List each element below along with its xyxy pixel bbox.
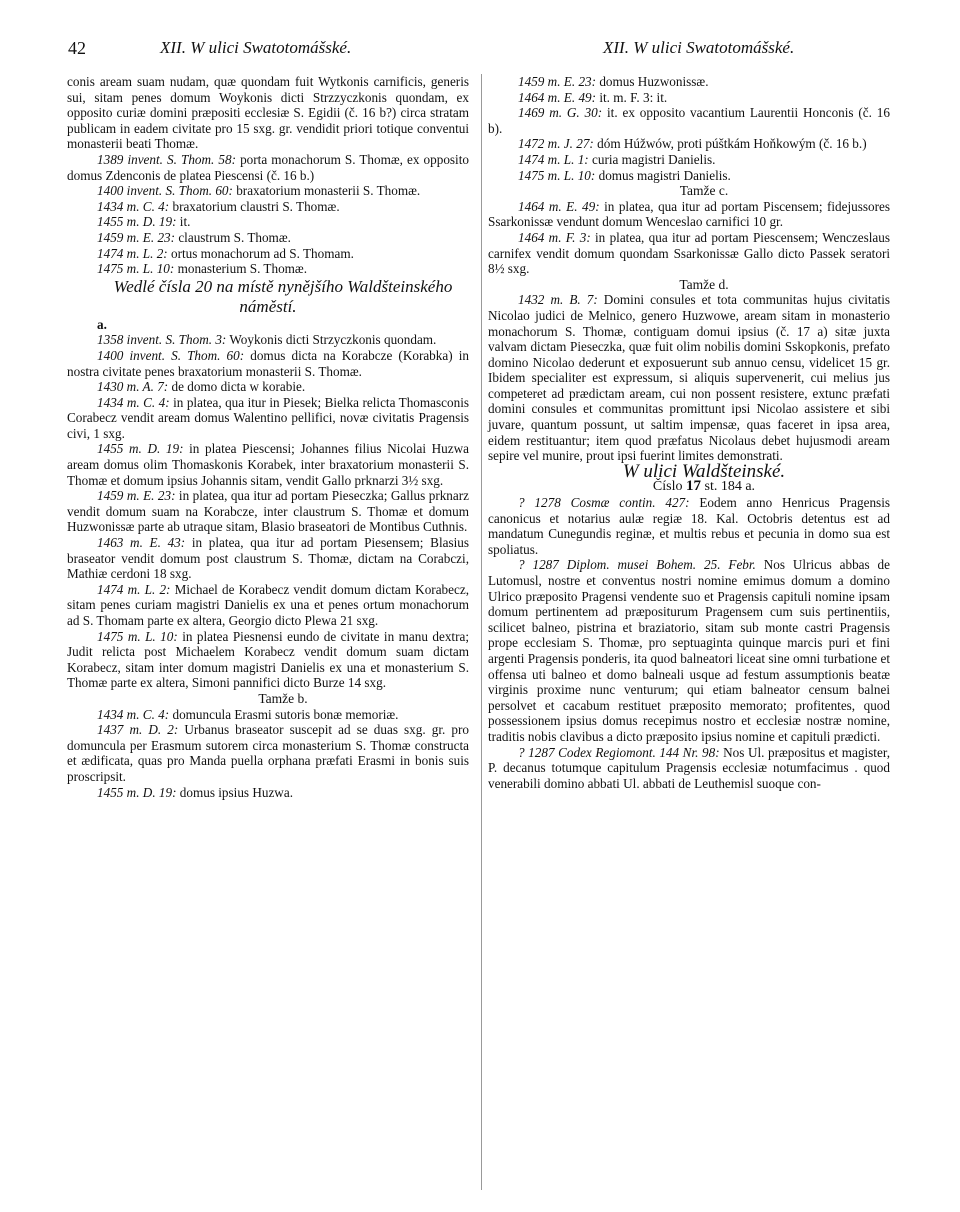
left-column <box>67 74 469 800</box>
entry: ? 1287 Diplom. musei Bohem. 25. Febr. Nos Ulricus abbas de Lutomusl, nostre et conventus nostri nomine emimus domum a domino Ulrico præposito Pragensi vendente suo et Pragensis capituli nomine ipsam domum pertinentem ad præpositurum Pragensem cum suis pertinentiis, scilicet balneo, pistrina et braziatorio, sitam sub monte castri Pragensis prope ecclesiam S. Thomæ, pro septuaginta quinque marcis puri et fini argenti Pragensis ponderis, ita quod balneatori liceat sine omni turbatione et offensa uti balneo et domo balneali usque ad festum assumptionis beatæ virginis proxime nunc venturum; qui etiam balneator censum balnei persolvet et cacabum restituet præposito memorato; profitentes, quod possessionem ipsius domus recepimus nostro et ecclesiæ nostræ nomine, traditis nobis clavibus a dicto præposito ipsius nomine et capituli prædicti. <box>488 557 890 744</box>
entry: 1434 m. C. 4: braxatorium claustri S. Thomæ. <box>97 198 340 214</box>
paragraph: conis aream suam nudam, quæ quondam fuit Wytkonis carnificis, generis sui, sitam penes domum Woykonis dicti Strzzyczkonis quondam, ex opposito curiæ domini præpositi ecclesiæ S. Egidii (č. 16 b?) circa stratam publicam in eadem civitate pro 15 sxg. gr. vendidit priori totique conventui monasterii beati Thomæ. <box>67 74 469 152</box>
running-head-left: XII. W ulici Swatotomášské. <box>160 38 352 57</box>
entry: 1459 m. E. 23: claustrum S. Thomæ. <box>97 229 291 245</box>
page-number: 42 <box>68 38 86 58</box>
entry: 1475 m. L. 10: domus magistri Danielis. <box>518 167 731 183</box>
entry: 1430 m. A. 7: de domo dicta w korabie. <box>97 379 306 395</box>
column-divider <box>481 74 482 1190</box>
entry: 1434 m. C. 4: domuncula Erasmi sutoris bonæ memoriæ. <box>97 706 399 722</box>
running-head-right: XII. W ulici Swatotomášské. <box>603 38 795 57</box>
entry: 1474 m. L. 2: ortus monachorum ad S. Thomam. <box>97 245 354 261</box>
subsection-heading: Tamže d. <box>679 276 729 292</box>
entry: 1358 invent. S. Thom. 3: Woykonis dicti Strzyczkonis quondam. <box>97 332 437 348</box>
entry: 1472 m. J. 27: dóm Húžwów, proti púštkám Hoňkowým (č. 16 b.) <box>518 136 867 152</box>
entry: 1455 m. D. 19: it. <box>97 214 191 230</box>
entry: 1469 m. G. 30: it. ex opposito vacantium Laurentii Honconis (č. 16 b). <box>488 105 890 136</box>
right-column <box>488 74 890 791</box>
entry: 1455 m. D. 19: in platea Piescensi; Johannes filius Nicolai Huzwa aream domus olim Thomaskonis Korabek, inter braxatorium monasterii S. Thomæ et domum ipsius Johannis sitam, vendit Gallo prknarzi 3½ sxg. <box>67 441 469 488</box>
entry: 1464 m. E. 49: in platea, qua itur ad portam Piscensem; fidejussores Ssarkonissæ vendunt domum Wenceslao carnifici 10 gr. <box>488 198 890 230</box>
entry: 1434 m. C. 4: in platea, qua itur in Piesek; Bielka relicta Thomasconis Corabecz vendit aream domus Walentino pellifici, novæ civitatis Pragensis civi, 1 sxg. <box>67 394 469 441</box>
entry: 1455 m. D. 19: domus ipsius Huzwa. <box>97 784 293 800</box>
entry: 1389 invent. S. Thom. 58: porta monachorum S. Thomæ, ex opposito domus Zdenconis de platea Piescensi (č. 16 b.) <box>67 151 469 183</box>
subsection-heading: Tamže c. <box>679 183 729 199</box>
entry: ? 1278 Cosmæ contin. 427: Eodem anno Henricus Pragensis canonicus et notarius aulæ regiæ 18. Kal. Octobris detentus est ad mandatum Cunegundis reginæ, et multis rebus et pecunia in domo sua est spoliatus. <box>488 495 890 557</box>
entry: 1432 m. B. 7: Domini consules et tota communitas hujus civitatis Nicolao judici de Melnico, genero Huzwowe, aream sitam in monasterio monachorum S. Thomæ, contiguam domui ipsius (č. 17 a) sitæ juxta valvam dictam Pieseczka, quæ fuit olim nobilis domini Sskopkonis, prefato domino Nicolao dederunt et exposuerunt sub annuo censu, videlicet 15 gr. Ibidem specialiter est expressum, si aliquis supervenerit, cui melius jus competeret ad prædictam aream, cui non possent resistere, extunc præfati domini consules et communitas promittunt ipsi Nicolao assistere et sibi juvare, quantum possunt, ut saltim impensæ, quas faceret in ipsa area, eidem restituantur; item quod præfatus Nicolaus debet hujusmodi aream sepire vel munire, prout ipsi fuerint limites demonstrati. <box>488 292 890 464</box>
entry: 1474 m. L. 1: curia magistri Danielis. <box>518 151 716 167</box>
entry: 1463 m. E. 43: in platea, qua itur ad portam Piesensem; Blasius braseator vendit domum post claustrum S. Thomæ, dictam na Corabczi, Mathiæ cerdoni 18 sxg. <box>67 535 469 582</box>
entry: 1437 m. D. 2: Urbanus braseator suscepit ad se duas sxg. gr. pro domuncula per Erasmum sutorem circa monasterium S. Thomæ constructa et ædificata, quas pro Manda puella orphana præfati Erasmi in bonis suis proscripsit. <box>67 722 469 784</box>
entry: 1400 invent. S. Thom. 60: braxatorium monasterii S. Thomæ. <box>97 183 421 199</box>
entry: 1475 m. L. 10: monasterium S. Thomæ. <box>97 261 308 277</box>
entry: 1400 invent. S. Thom. 60: domus dicta na Korabcze (Korabka) in nostra civitate penes braxatorium monasterii S. Thomæ. <box>67 347 469 379</box>
house-number-heading: Číslo 17 st. 184 a. <box>652 478 756 495</box>
subsection-heading: Tamže b. <box>258 690 308 706</box>
entry: 1459 m. E. 23: domus Huzwonissæ. <box>518 74 709 89</box>
page-header <box>68 38 888 62</box>
entry: 1459 m. E. 23: in platea, qua itur ad portam Pieseczka; Gallus prknarz vendit domum suam na Korabcze, inter claustrum S. Thomæ et domum Huzwonissæ parte ab utraque sitam, Blasio braseatori de Montibus Cuthnis. <box>67 488 469 535</box>
section-label: a. <box>97 316 107 332</box>
entry: 1475 m. L. 10: in platea Piesnensi eundo de civitate in manu dextra; Judit relicta post Michaelem Korabecz vendit domum suam dictam Korabecz, sitam inter domum magistri Danielis ex una et monasterium S. Thomæ parte ex altera, Simoni pannifici dicto Burze 14 sxg. <box>67 628 469 691</box>
entry: 1464 m. F. 3: in platea, qua itur ad portam Piescensem; Wenczeslaus carnifex vendit domum quondam Ssarkonissæ Gallo dicto Passek seratori 8½ sxg. <box>488 229 890 277</box>
entry: 1474 m. L. 2: Michael de Korabecz vendit domum dictam Korabecz, sitam penes curiam magistri Danielis ex una et penes ortum monachorum ad S. Thomam parte ex altera, Georgio dicto Plewa 21 sxg. <box>67 581 469 628</box>
entry: ? 1287 Codex Regiomont. 144 Nr. 98: Nos Ul. præpositus et magister, P. decanus totumque capitulum Pragensis ecclesiæ notumfacimus . quod venerabili domino abbati Ul. abbati de Leuthemisl suoque con- <box>488 744 890 791</box>
entry: 1464 m. E. 49: it. m. F. 3: it. <box>518 89 668 105</box>
section-title: W ulici Waldšteinské. <box>622 460 786 482</box>
section-heading: Wedlé čísla 20 na místě nynějšího Waldšteinského náměstí. <box>113 276 453 316</box>
